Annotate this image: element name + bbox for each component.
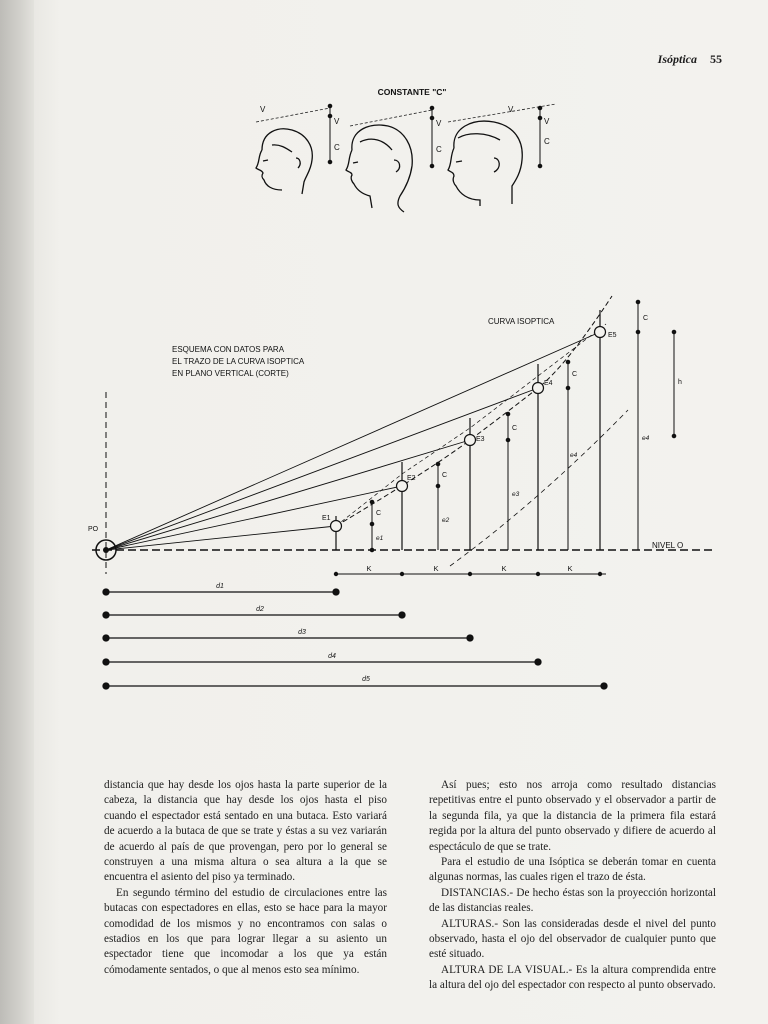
label-e4-height: e4: [570, 452, 578, 459]
caption-line-3: EN PLANO VERTICAL (CORTE): [172, 369, 289, 378]
text-column-left: [104, 778, 387, 978]
label-e2-height: e2: [442, 517, 450, 524]
distance-lines: [103, 589, 607, 689]
label-v-1: V: [260, 105, 266, 114]
paragraph-right-4: ALTURAS.- Son las consideradas desde el nivel del punto observado, hasta el ojo del observador de cualquier punto que esté situado.: [429, 917, 716, 961]
paragraph-right-2: Para el estudio de una Isóptica se deberán tomar en cuenta algunas normas, las cuales rigen el trazo de ésta.: [429, 856, 716, 884]
text-column-right: [429, 778, 716, 994]
origin-label: PO: [88, 526, 99, 533]
label-v-2: V: [334, 117, 340, 126]
head-profile-1: [256, 129, 312, 194]
label-e5-height: e4: [642, 435, 650, 442]
isoptic-guide: [336, 324, 606, 526]
label-k-3: K: [501, 564, 507, 573]
paragraph-right-5: ALTURA DE LA VISUAL.- Es la altura comprendida entre la altura del ojo del espectador con respecto al punto observado.: [429, 963, 716, 992]
c-measures: [370, 300, 676, 552]
running-head-title: Isóptica: [657, 52, 697, 66]
page-number: 55: [710, 52, 722, 66]
head-profile-2: [346, 125, 412, 212]
label-c-1: C: [334, 143, 340, 152]
label-c-e4: C: [572, 371, 578, 378]
label-e1-height: e1: [376, 535, 384, 542]
label-e4: E4: [544, 380, 553, 387]
label-k-4: K: [567, 564, 573, 573]
figure-top-title: CONSTANTE "C": [377, 87, 447, 97]
main-caption: [172, 345, 305, 378]
label-v-3: V: [436, 119, 442, 128]
label-d1: d1: [216, 583, 224, 590]
caption-line-2: EL TRAZO DE LA CURVA ISOPTICA: [172, 357, 305, 366]
constant-c-labels: [260, 105, 550, 154]
c-labels: [376, 315, 682, 517]
label-v-4: V: [508, 105, 514, 114]
label-e3-height: e3: [512, 491, 520, 498]
label-c-e2: C: [442, 472, 448, 479]
paragraph-right-3: DISTANCIAS.- De hecho éstas son la proyección horizontal de las distancias reales.: [429, 886, 716, 915]
label-e5: E5: [608, 332, 617, 339]
label-c-e3: C: [512, 425, 518, 432]
label-k-1: K: [366, 564, 372, 573]
heads-group: [256, 121, 522, 212]
paragraph-left-1: distancia que hay desde los ojos hasta la parte superior de la cabeza, la distancia que hay desde los ojos hasta el piso cuando el espectador está sentado en una butaca. Esto variará de acuerdo a la butaca de que se trate y éstas a su vez variarán de acuerdo al país de que provengan, pero por lo general se construyen a una misma altura o sea altura a la que se encuentra el asiento del piso ya terminado.: [104, 779, 387, 884]
label-h: h: [678, 379, 682, 386]
label-c-3: C: [544, 137, 550, 146]
paragraph-right-1: Así pues; esto nos arroja como resultado distancias repetitivas entre el punto observado y el observador a partir de la segunda fila, ya que la distancia de la primera fila estará regida por la altura del punto observado y difiere de acuerdo al espectáculo de que se trate.: [429, 779, 716, 853]
label-c-e5: C: [643, 315, 649, 322]
label-v-5: V: [544, 117, 550, 126]
label-d5: d5: [362, 676, 370, 683]
label-e3: E3: [476, 436, 485, 443]
label-d2: d2: [256, 606, 264, 613]
level-label: NIVEL O: [652, 541, 684, 550]
label-c-2: C: [436, 145, 442, 154]
caption-line-1: ESQUEMA CON DATOS PARA: [172, 345, 285, 354]
curve-label: CURVA ISOPTICA: [488, 317, 555, 326]
secondary-curve: [450, 410, 628, 566]
paragraph-left-2: En segundo término del estudio de circulaciones entre las butacas con espectadores en ellas, esto se hace para la mayor comodidad de los mismos y no encontramos con salas o estadios en los que para lograr llegar a su asiento un espectador tiene que incomodar a los que ya están cómodamente sentados, o que al menos esto sea mínimo.: [104, 886, 387, 976]
distance-labels: [216, 583, 370, 683]
label-e1: E1: [322, 515, 331, 522]
height-labels: [376, 435, 650, 542]
label-c-e1: C: [376, 510, 382, 517]
head-profile-3: [448, 121, 522, 206]
k-labels: [366, 564, 572, 573]
label-k-2: K: [433, 564, 439, 573]
label-d3: d3: [298, 629, 306, 636]
label-e2: E2: [407, 475, 416, 482]
label-d4: d4: [328, 653, 336, 660]
